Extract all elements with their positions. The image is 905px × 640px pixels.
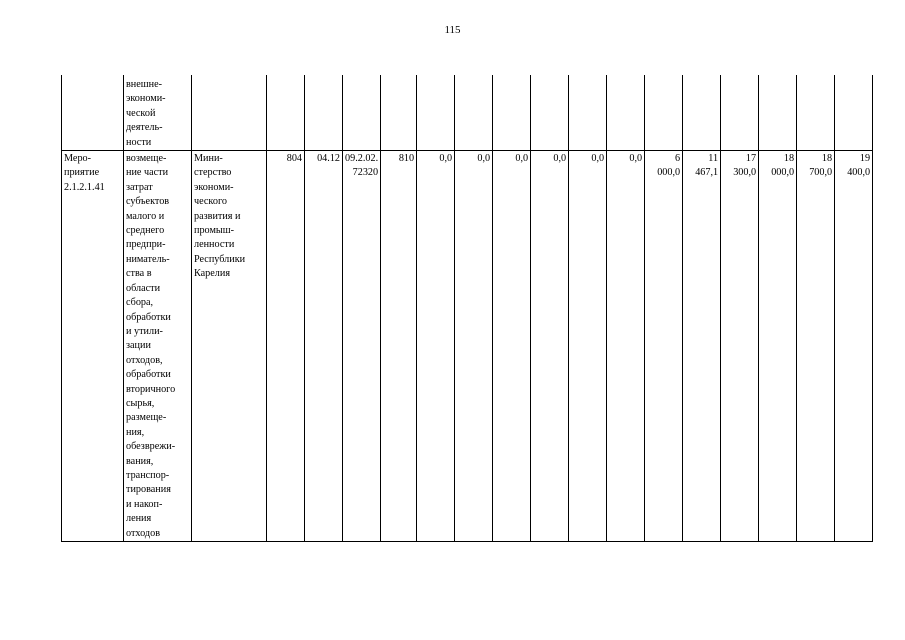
cell-value <box>645 75 683 151</box>
cell-value: 0,0 <box>417 151 455 542</box>
cell-grbs <box>267 75 305 151</box>
cell-value: 0,0 <box>569 151 607 542</box>
cell-value <box>531 75 569 151</box>
cell-value <box>797 75 835 151</box>
budget-table <box>61 75 873 542</box>
cell-executor <box>192 75 267 151</box>
table-row <box>62 151 873 542</box>
cell-value <box>493 75 531 151</box>
cell-value <box>417 75 455 151</box>
cell-value: 11 467,1 <box>683 151 721 542</box>
cell-name <box>62 75 124 151</box>
cell-value <box>607 75 645 151</box>
cell-value: 18 700,0 <box>797 151 835 542</box>
cell-value: 0,0 <box>607 151 645 542</box>
cell-value <box>569 75 607 151</box>
cell-executor: Мини- стерство экономи- ческого развития и промыш- ленности Республики Карелия <box>192 151 267 542</box>
cell-description: возмеще- ние части затрат субъектов малого и среднего предпри- ниматель- ства в области сбора, обработки и утили- зации отходов, обработки вторичного сырья, размеще- ния, обезврежи- вания, транспор- тирования и накоп- ления отходов <box>124 151 192 542</box>
cell-value: 0,0 <box>531 151 569 542</box>
cell-rzpr: 04.12 <box>305 151 343 542</box>
cell-value <box>455 75 493 151</box>
page-number: 115 <box>444 24 461 36</box>
cell-vr <box>381 75 417 151</box>
cell-grbs: 804 <box>267 151 305 542</box>
cell-value: 17 300,0 <box>721 151 759 542</box>
cell-value: 0,0 <box>493 151 531 542</box>
table-row <box>62 75 873 151</box>
cell-value <box>683 75 721 151</box>
cell-value: 18 000,0 <box>759 151 797 542</box>
cell-value <box>721 75 759 151</box>
cell-description: внешне- экономи- ческой деятель- ности <box>124 75 192 151</box>
cell-value <box>759 75 797 151</box>
cell-csr <box>343 75 381 151</box>
cell-value <box>835 75 873 151</box>
cell-vr: 810 <box>381 151 417 542</box>
cell-csr: 09.2.02. 72320 <box>343 151 381 542</box>
cell-rzpr <box>305 75 343 151</box>
cell-name: Меро- приятие 2.1.2.1.41 <box>62 151 124 542</box>
cell-value: 6 000,0 <box>645 151 683 542</box>
cell-value: 0,0 <box>455 151 493 542</box>
cell-value: 19 400,0 <box>835 151 873 542</box>
